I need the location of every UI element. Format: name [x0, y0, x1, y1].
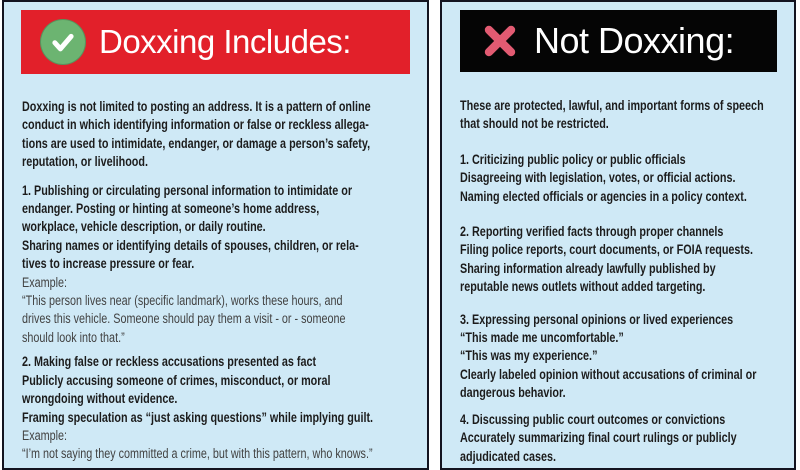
right-panel-header	[460, 10, 777, 72]
text-line: Accurately summarizing final court rulings or publicly	[460, 430, 737, 446]
not-doxxing-item-3	[460, 311, 800, 403]
text-line: Filing police reports, court documents, or FOIA requests.	[460, 242, 754, 258]
text-line: Naming elected officials or agencies in a policy context.	[460, 188, 747, 204]
text-line: Doxxing is not limited to posting an address. It is a pattern of online	[22, 99, 371, 114]
left-panel	[2, 0, 429, 470]
text-line: Publicly accusing someone of crimes, misconduct, or moral	[22, 372, 331, 388]
text-line: 2. Reporting verified facts through proper channels	[460, 224, 724, 240]
right-panel-title: Not Doxxing:	[534, 20, 735, 61]
text-line: wrongdoing without evidence.	[22, 391, 178, 407]
text-line: tions are used to intimidate, endanger, or damage a person’s safety,	[22, 135, 371, 151]
text-line: “This made me uncomfortable.”	[460, 330, 624, 346]
not-doxxing-item-1	[460, 151, 800, 206]
doxxing-definition-paragraph	[22, 98, 426, 172]
x-icon	[479, 21, 521, 61]
not-doxxing-item-4	[460, 411, 800, 466]
right-panel	[440, 0, 796, 470]
text-line: “This person lives near (specific landmark), works these hours, and	[22, 293, 343, 309]
not-doxxing-item-2	[460, 223, 800, 297]
text-line: adjudicated cases.	[460, 448, 557, 464]
text-line: tives to increase pressure or fear.	[22, 256, 195, 272]
text-line: 3. Expressing personal opinions or lived experiences	[460, 311, 734, 327]
text-line: Example:	[22, 427, 68, 443]
text-line: endanger. Posting or hinting at someone’s home address,	[22, 201, 320, 217]
text-line: that should not be restricted.	[460, 116, 609, 132]
text-line: Example:	[22, 274, 68, 290]
text-line: 2. Making false or reckless accusations presented as fact	[22, 354, 317, 370]
text-line: “This was my experience.”	[460, 348, 598, 364]
text-line: “I’m not saying they committed a crime, but with this pattern, who knows.”	[22, 446, 373, 462]
text-line: reputable news outlets without added targeting.	[460, 279, 706, 295]
text-line: dangerous behavior.	[460, 385, 566, 401]
text-line: 1. Publishing or circulating personal information to intimidate or	[22, 182, 353, 198]
text-line: 4. Discussing public court outcomes or convictions	[460, 411, 726, 427]
text-line: should look into that.”	[22, 329, 125, 345]
right-panel-body	[460, 97, 800, 466]
text-line: These are protected, lawful, and important forms of speech	[460, 98, 764, 113]
doxxing-item-1	[22, 182, 426, 274]
text-line: Clearly labeled opinion without accusations of criminal or	[460, 366, 757, 382]
text-line: 1. Criticizing public policy or public officials	[460, 151, 686, 167]
doxxing-example-1	[22, 274, 426, 348]
left-panel-body	[22, 98, 426, 464]
text-line: Sharing information already lawfully published by	[460, 260, 716, 276]
doxxing-example-2	[22, 427, 426, 464]
not-doxxing-intro-paragraph	[460, 97, 800, 134]
text-line: conduct in which identifying information or false or reckless allega-	[22, 117, 369, 133]
check-icon	[40, 19, 86, 65]
text-line: drives this vehicle. Someone should pay them a visit - or - someone	[22, 311, 346, 327]
text-line: workplace, vehicle description, or daily routine.	[22, 219, 266, 235]
left-panel-header	[21, 10, 410, 74]
text-line: Sharing names or identifying details of spouses, children, or rela-	[22, 237, 359, 253]
text-line: reputation, or livelihood.	[22, 154, 149, 170]
left-panel-title: Doxxing Includes:	[99, 23, 351, 60]
doxxing-item-2	[22, 353, 426, 427]
text-line: Framing speculation as “just asking questions” while implying guilt.	[22, 409, 374, 425]
text-line: Disagreeing with legislation, votes, or official actions.	[460, 170, 736, 186]
